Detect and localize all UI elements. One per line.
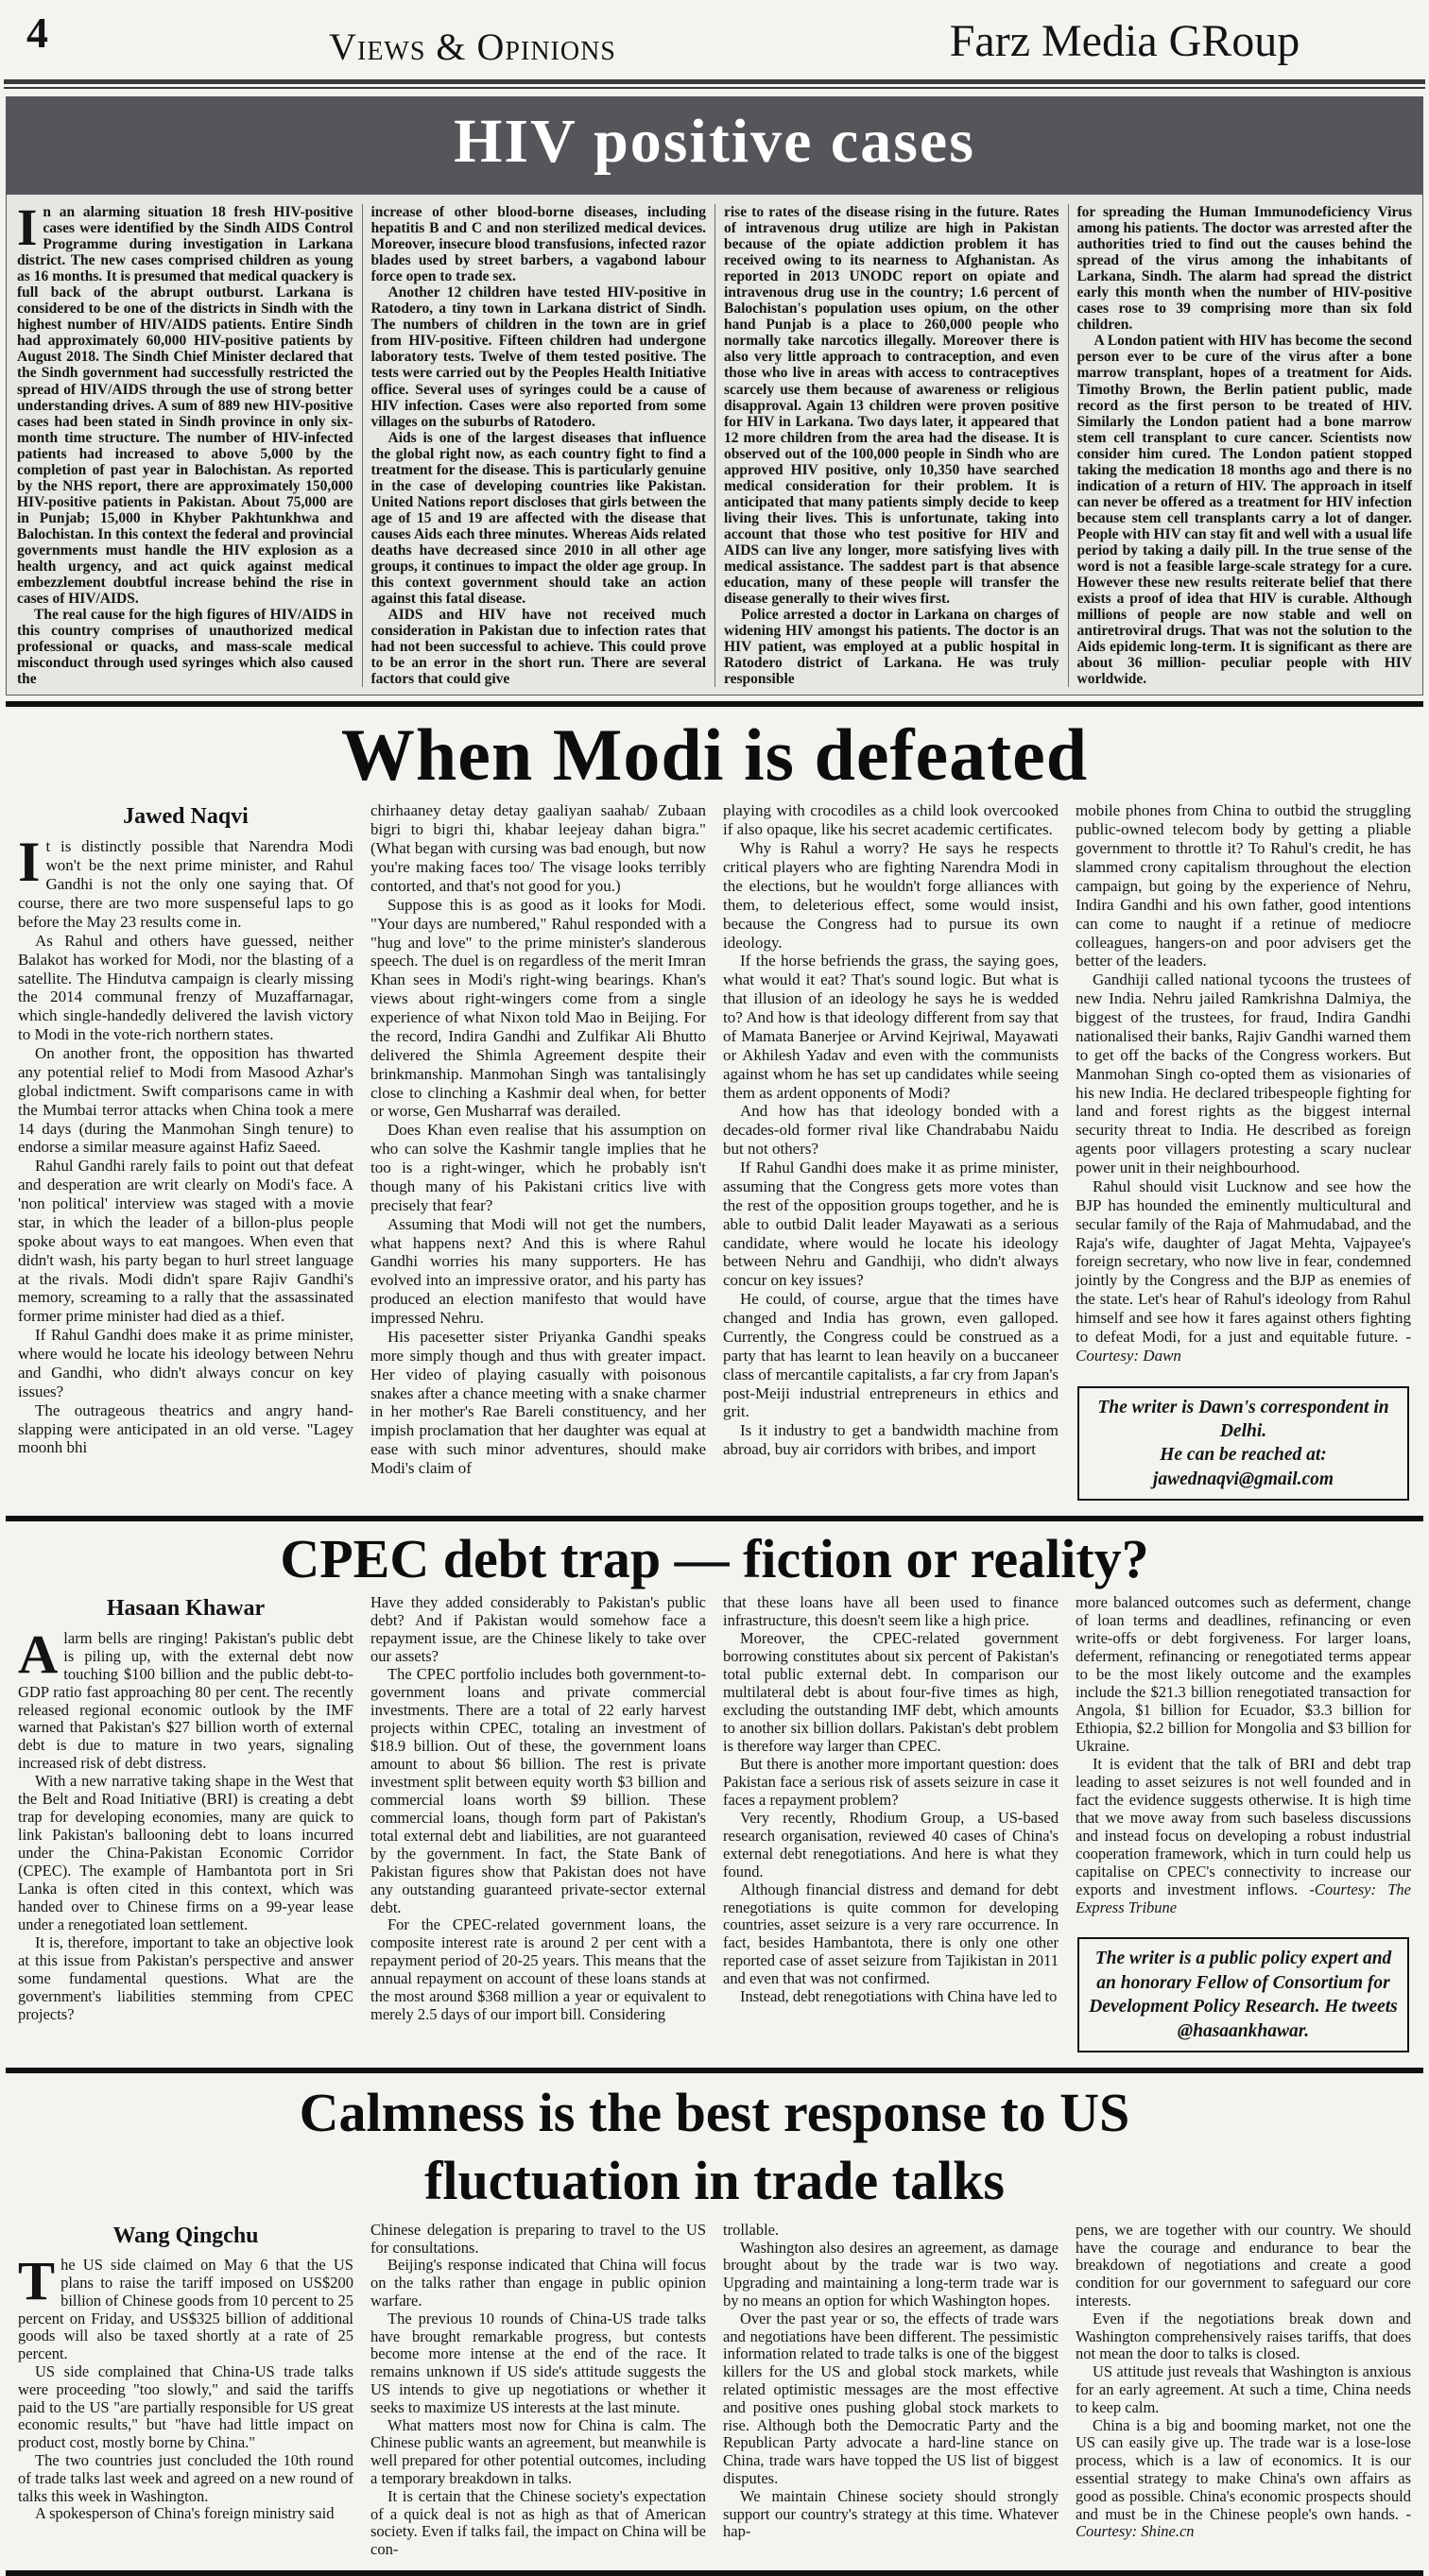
body-paragraph: Alarm bells are ringing! Pakistan's public debt is piling up, with the external debt now touching $100 billion and the public debt-to-GDP ratio fast approaching 80 per cent. The recently released regional economic outlook by the IMF warned that Pakistan's $27 billion worth of external debt is due to mature in two years, signaling increased risk of debt distress. bbox=[18, 1623, 353, 1773]
body-paragraph: increase of other blood-borne diseases, including hepatitis B and C and non sterilized medical devices. Moreover, insecure blood transfusions, infected razor blades used by street barbers, a vagabond labour force open to trade sex. bbox=[370, 204, 706, 285]
body-paragraph: If Rahul Gandhi does make it as prime minister, assuming that the Congress gets more votes than the rest of the opposition groups together, and he is able to outbid Dalit leader Mayawati as a serious candidate, where would he locate his ideology between Nehru and Gandhiji, who didn't always concur on key issues? bbox=[723, 1159, 1059, 1290]
body-paragraph: US side complained that China-US trade talks were proceeding "too slowly," and said the tariffs paid to the US "are partially responsible for US great economic results," but "have had little impact on product cost, mostly borne by China." bbox=[18, 2361, 353, 2452]
body-paragraph: It is, therefore, important to take an objective look at this issue from Pakistan's perspective and answer some fundamental questions. What are the government's liabilities stemming from CPEC projects? bbox=[18, 1933, 353, 2023]
trade-column-1-text bbox=[18, 2250, 353, 2523]
masthead bbox=[0, 0, 1429, 79]
body-paragraph: On another front, the opposition has thwarted any potential relief to Modi from Masood Azhar's global indictment. Swift comparisons came in with the Mumbai terror attacks when China took a mere 14 days (during the Manmohan Singh tenure) to endorse a similar measure against Hafiz Saeed. bbox=[18, 1044, 353, 1157]
modi-column-4 bbox=[1067, 801, 1420, 1504]
body-paragraph: His pacesetter sister Priyanka Gandhi speaks more simply though and thus with greater impact. Her video of playing casually with poisonous snakes after a chance meeting with a snake charmer in her mother's Rae Bareli constituency, and her impish proclamation that her daughter was equal at ease with such minor adventures, should make Modi's claim of bbox=[370, 1327, 706, 1478]
body-paragraph: playing with crocodiles as a child look overcooked if also opaque, like his secret academic certificates. bbox=[723, 801, 1059, 839]
body-paragraph: AIDS and HIV have not received much consideration in Pakistan due to infection rates that had not been successful to achieve. This could prove to be an error in the short run. There are several factors that could give bbox=[370, 607, 706, 688]
body-paragraph: Although financial distress and demand for debt renegotiations is quite common for developing countries, asset seizure is a very rare occurrence. In fact, besides Hambantota, there is only one other reported case of asset seizure from Tajikistan in 2011 and even that was not confirmed. bbox=[723, 1880, 1059, 1988]
cpec-tail-text: It is evident that the talk of BRI and debt trap leading to asset seizures is not well founded and in fact the evidence suggests otherwise. It is high time that we move away from such baseless discussions and instead focus on developing a robust industrial cooperation framework, which in turn could help us capitalise on CPEC's connectivity to increase our exports and investment inflows. bbox=[1076, 1754, 1411, 1898]
body-paragraph: Rahul Gandhi rarely fails to point out that defeat and desperation are writ clearly on Modi's face. A 'non political' interview was staged with a movie star, in which the leader of a billon-plus people spoke about ways to eat mangoes. When even that didn't wash, his party began to hurl street language at the rivals. Modi didn't spare Rajiv Gandhi's memory, screaming to a rally that the assassinated former prime minister had died as a thief. bbox=[18, 1157, 353, 1326]
modi-column-1 bbox=[9, 801, 362, 1504]
drop-cap: I bbox=[18, 831, 41, 895]
page-bottom-rule bbox=[6, 2570, 1423, 2576]
body-paragraph bbox=[1076, 2417, 1411, 2542]
body-paragraph: If Rahul Gandhi does make it as prime minister, where would he locate his ideology between Nehru and Gandhi, who didn't always concur on key issues? bbox=[18, 1326, 353, 1400]
body-paragraph: For the CPEC-related government loans, the composite interest rate is around 2 per cent with a repayment period of 20-25 years. This means that the annual repayment on account of these loans stands at the most around $368 million a year or equivalent to merely 2.5 days of our import bill. Considering bbox=[370, 1915, 706, 2024]
drop-cap: T bbox=[18, 2250, 56, 2312]
body-paragraph: It is distinctly possible that Narendra Modi won't be the next prime minister, and Rahul Gandhi is not the only one saying that. Of course, there are two more suspenseful laps to go before the May 23 results come in. bbox=[18, 831, 353, 931]
body-paragraph: Even if the negotiations break down and Washington comprehensively raises tariffs, that does not mean the door to talks is closed. bbox=[1076, 2309, 1411, 2363]
body-paragraph: The CPEC portfolio includes both government-to-government loans and private commercial investments. There are a total of 22 early harvest projects within CPEC, totaling an investment of $18.9 billion. Out of these, the government loans amount to about $6 billion. The rest is private investment split between equity worth $3 billion and commercial loans worth $9 billion. These commercial loans, though form part of Pakistan's total external debt and liabilities, are not guaranteed by the government. In fact, the State Bank of Pakistan figures show that Pakistan does not have any outstanding guaranteed private-sector external debt. bbox=[370, 1664, 706, 1916]
cpec-writer-text: The writer is a public policy expert and an honorary Fellow of Consortium for Development Policy Research. He tweets @hasaankhawar. bbox=[1089, 1949, 1398, 2041]
masthead-rule bbox=[4, 79, 1425, 89]
modi-article-body bbox=[0, 798, 1429, 1510]
body-paragraph: And how has that ideology bonded with a decades-old former rival like Chandrababu Naidu but not others? bbox=[723, 1102, 1059, 1159]
body-paragraph: Over the past year or so, the effects of trade wars and negotiations have been different. The pessimistic information related to trade talks is one of the biggest killers for the US and global stock markets, while related optimistic messages are the most effective and positive ones pushing global stock markets to rise. Although both the Democratic Party and the Republican Party advocate a hard-line stance on China, trade wars have topped the US list of biggest disputes. bbox=[723, 2309, 1059, 2487]
body-paragraph: As Rahul and others have guessed, neither Balakot has worked for Modi, nor the blasting of a satellite. The Hindutva campaign is clearly missing the 2014 communal frenzy of Muzaffarnagar, which single-handedly delivered the lavish victory to Modi in the vote-rich northern states. bbox=[18, 931, 353, 1044]
body-paragraph: But there is another more important question: does Pakistan face a serious risk of assets seizure in case it faces a repayment problem? bbox=[723, 1754, 1059, 1809]
modi-column-2 bbox=[362, 801, 714, 1504]
body-paragraph: Police arrested a doctor in Larkana on charges of widening HIV amongst his patients. The doctor is an HIV patient, was employed at a public hospital in Ratodero district of Larkana. He was truly responsible bbox=[724, 607, 1059, 688]
modi-writer-line-2: He can be reached at: jawednaqvi@gmail.com bbox=[1152, 1445, 1334, 1489]
body-paragraph: Washington also desires an agreement, as damage brought about by the trade war is two way. Upgrading and maintaining a long-term trade war is by no means an option for which Washington hopes. bbox=[723, 2238, 1059, 2310]
modi-tail-text: Rahul should visit Lucknow and see how the BJP has hounded the eminently multicultural and secular family of the Raja of Mahmudabad, and the Raja's wife, daughter of Jagat Mehta, Vajpayee's foreign secretary, who now live in fear, condemned jointly by the Congress and the BJP as enemies of the state. Let's hear of Rahul's ideology from Rahul himself and see how it fares against others fighting to defeat Modi, for a just and equitable future. bbox=[1076, 1176, 1411, 1346]
body-paragraph: chirhaaney detay detay gaaliyan saahab/ Zubaan bigri to bigri thi, khabar leejeay dahan bigra." (What began with cursing was bad enough, but now you're making faces too/ The visage looks terribly contorted, and that's not good for you.) bbox=[370, 801, 706, 895]
trade-column-3 bbox=[714, 2222, 1067, 2559]
trade-column-4 bbox=[1067, 2222, 1420, 2559]
body-paragraph: The real cause for the high figures of HIV/AIDS in this country comprises of unauthorized medical professional or quacks, and mass-scale medical misconduct through used syringes which also caused the bbox=[17, 607, 353, 688]
hiv-column-2 bbox=[362, 204, 715, 687]
modi-writer-box bbox=[1077, 1386, 1409, 1501]
cpec-writer-box bbox=[1077, 1937, 1409, 2052]
cpec-article-body bbox=[0, 1590, 1429, 2062]
cpec-column-1-text bbox=[18, 1623, 353, 2024]
cpec-column-4-text bbox=[1076, 1594, 1411, 1756]
modi-writer-line-1: The writer is Dawn's correspondent in Delhi. bbox=[1097, 1397, 1389, 1441]
drop-cap: I bbox=[17, 198, 38, 256]
hiv-column-3 bbox=[714, 204, 1068, 687]
body-paragraph: Have they added considerably to Pakistan's public debt? And if Pakistan would somehow face a repayment issue, are the Chinese likely to take over our assets? bbox=[370, 1593, 706, 1665]
article-cpec bbox=[0, 1527, 1429, 2062]
body-paragraph: mobile phones from China to outbid the struggling public-owned telecom body by getting a pliable government to throttle it? To Rahul's credit, he has slammed crony capitalism throughout the election campaign, but going by the experience of Nehru, Indira Gandhi and his own father, good intentions can come to naught if a retinue of mediocre colleagues, hangers-on and poor advisers get the better of the leaders. bbox=[1076, 801, 1411, 970]
cpec-byline: Hasaan Khawar bbox=[106, 1596, 266, 1622]
modi-byline: Jawed Naqvi bbox=[123, 804, 249, 830]
body-paragraph: The two countries just concluded the 10th round of trade talks last week and agreed on a new round of talks this week in Washington. bbox=[18, 2450, 353, 2505]
trade-byline: Wang Qingchu bbox=[112, 2223, 259, 2248]
modi-column-3 bbox=[714, 801, 1067, 1504]
body-paragraph: With a new narrative taking shape in the West that the Belt and Road Initiative (BRI) is creating a debt trap for developing economies, many are quick to link Pakistan's ballooning debt to loans incurred under the China-Pakistan Economic Corridor (CPEC). The example of Hambantota port in Sri Lanka is often cited in this context, which was handed over to Chinese firms on a 99-year lease under a renegotiated loan settlement. bbox=[18, 1772, 353, 1934]
cpec-courtesy-note: -Courtesy: The Express Tribune bbox=[1076, 1880, 1411, 1916]
body-paragraph: Beijing's response indicated that China will focus on the talks rather than engage in public opinion warfare. bbox=[370, 2256, 706, 2310]
cpec-column-2 bbox=[362, 1594, 714, 2056]
trade-column-4-text bbox=[1076, 2222, 1411, 2417]
body-paragraph: It is certain that the Chinese society's expectation of a quick deal is not as high as that of American society. Even if talks fail, the impact on China will be con- bbox=[370, 2486, 706, 2559]
cpec-column-4 bbox=[1067, 1594, 1420, 2056]
article-modi bbox=[0, 713, 1429, 1510]
body-paragraph: Chinese delegation is preparing to travel to the US for consultations. bbox=[370, 2220, 706, 2257]
modi-column-4-text bbox=[1076, 801, 1411, 1177]
body-paragraph: Does Khan even realise that his assumption on who can solve the Kashmir tangle implies that he too is a right-winger, which he probably isn't though many of his Pakistani critics live with precisely that fear? bbox=[370, 1121, 706, 1214]
body-paragraph: Moreover, the CPEC-related government borrowing constitutes about six percent of Pakistan's total public external debt. In comparison our multilateral debt is about four-five times as high, excluding the outstanding IMF debt, which amounts to another six billion dollars. Pakistan's debt problem is therefore way larger than CPEC. bbox=[723, 1628, 1059, 1755]
body-paragraph: Suppose this is as good as it looks for Modi. "Your days are numbered," Rahul responded with a "hug and love" to the prime minister's slanderous speech. The duel is on regardless of the merit Imran Khan sees in Modi's right-wing bearings. Khan's views about right-wingers come from a single experience of what Nixon told Mao in Beijing. For the record, Indira Gandhi and Zulfikar Ali Bhutto delivered the Shimla Agreement despite their brinkmanship. Manmohan Singh was tantalisingly close to clinching a Kashmir deal when, for better or worse, Gen Musharraf was derailed. bbox=[370, 895, 706, 1121]
body-paragraph: The previous 10 rounds of China-US trade talks have brought remarkable progress, but contests become more intense at the end of the race. It remains unknown if US side's attitude suggests the US intends to give up negotiations or whether it seeks to maximize US interests at the last minute. bbox=[370, 2309, 706, 2416]
body-paragraph: Assuming that Modi will not get the numbers, what happens next? And this is where Rahul Gandhi worries his many supporters. He has evolved into an impressive orator, and his party has produced an election manifesto that would have impressed Nehru. bbox=[370, 1214, 706, 1328]
body-paragraph: What matters most now for China is calm. The Chinese public wants an agreement, but meanwhile is well prepared for other potential outcomes, including a temporary breakdown in talks. bbox=[370, 2415, 706, 2487]
brand-title: Farz Media GRoup bbox=[949, 16, 1300, 66]
trade-article-body bbox=[0, 2218, 1429, 2565]
trade-tail-text: China is a big and booming market, not one the US can easily give up. The trade war is a lose-lose process, which is a law of economics. It is our essential strategy to make China's own affairs as good as possible. China's economic prospects should and must be in the Chinese people's own hands. bbox=[1076, 2415, 1411, 2523]
body-paragraph: more balanced outcomes such as deferment, change of loan terms and deadlines, refinancing or even write-offs or debt forgiveness. For larger loans, deferment, refinancing or renegotiated terms appear to be the most likely outcome and the examples include the $21.3 billion renegotiated transaction for Angola, $1 billion for Ecuador, $3.3 billion for Ethiopia, $2.2 billion for Mongolia and $3 billion for Ukraine. bbox=[1076, 1593, 1411, 1755]
drop-cap: A bbox=[18, 1623, 59, 1685]
body-paragraph: Why is Rahul a worry? He says he respects critical players who are fighting Narendra Modi in the elections, but he wouldn't forge alliances with them, to deleterious effect, some would insist, because the Congress had to pursue its own ideology. bbox=[723, 839, 1059, 952]
section-divider bbox=[6, 1516, 1423, 1521]
modi-article-headline: When Modi is defeated bbox=[340, 713, 1089, 797]
body-paragraph: Gandhiji called national tycoons the trustees of new India. Nehru jailed Ramkrishna Dalmiya, the biggest of the trustees, for fraud, Indira Gandhi nationalised their banks, Rajiv Gandhi warned them to get off the backs of the Congress workers. But Manmohan Singh co-opted them as visionaries of his new India. He declared tribespeople fighting for land and forest rights as the biggest internal security threat to India. He described as foreign agents poor villagers protesting a scary nuclear power unit in their neighbourhood. bbox=[1076, 970, 1411, 1177]
modi-courtesy-note: -Courtesy: Dawn bbox=[1076, 1327, 1411, 1365]
modi-column-1-text bbox=[18, 831, 353, 1457]
article-trade bbox=[0, 2079, 1429, 2565]
trade-article-headline: Calmness is the best response to US fluctuation in trade talks bbox=[299, 2081, 1130, 2212]
body-paragraph: for spreading the Human Immunodeficiency Virus among his patients. The doctor was arrested after the authorities tried to find out the causes behind the spread of the virus among the inhabitants of Larkana, Sindh. The alarm had spread the district early this month when the number of HIV-positive cases rose to 39 comprising more than six fold children. bbox=[1076, 204, 1412, 334]
body-paragraph bbox=[1076, 1177, 1411, 1365]
trade-courtesy-note: -Courtesy: Shine.cn bbox=[1076, 2504, 1412, 2541]
cpec-article-headline: CPEC debt trap — fiction or reality? bbox=[280, 1528, 1149, 1590]
body-paragraph: pens, we are together with our country. We should have the courage and endurance to bear the breakdown of negotiations and create a good condition for our government to safeguard our core interests. bbox=[1076, 2220, 1411, 2310]
article-hiv bbox=[0, 96, 1429, 696]
section-divider bbox=[6, 2068, 1423, 2073]
body-paragraph: that these loans have all been used to finance infrastructure, this doesn't seem like a high price. bbox=[723, 1593, 1059, 1629]
body-paragraph: In an alarming situation 18 fresh HIV-positive cases were identified by the Sindh AIDS Control Programme during investigation in Larkana district. The new cases comprised children as young as 16 months. It is presumed that medical quackery is full back of the abrupt outburst. Larkana is considered to be one of the districts in Sindh with the highest number of HIV/AIDS patients. Entire Sindh had approximately 60,000 HIV-positive patients by August 2018. The Sindh Chief Minister declared that the Sindh government had successfully restricted the spread of HIV/AIDS through the use of strong better understanding drives. A sum of 889 new HIV-positive cases had been stated in Sindh province in only six-month time structure. The number of HIV-infected patients had increased to above 5,000 by the completion of past year in Balochistan. As reported by the NHS report, there are approximately 150,000 HIV-positive patients in Pakistan. About 75,000 are in Punjab; 15,000 in Khyber Pakhtunkhwa and Balochistan. In this context the federal and provincial governments must handle the HIV explosion as a health urgency, and act quick against medical embezzlement doubtful increase behind the rise in cases of HIV/AIDS. bbox=[17, 198, 353, 608]
body-paragraph: Instead, debt renegotiations with China have led to bbox=[740, 1987, 1058, 2006]
trade-column-2 bbox=[362, 2222, 714, 2559]
body-paragraph bbox=[1076, 1756, 1411, 1917]
body-paragraph: Another 12 children have tested HIV-positive in Ratodero, a tiny town in Larkana district of Sindh. The numbers of children in the town are in grief from HIV-positive. Fifteen children had undergone laboratory tests. Twelve of them tested positive. The tests were carried out by the Peoples Health Initiative office. Several uses of syringes could be a cause of HIV infection. Cases were also reported from some villages on the suburbs of Ratodero. bbox=[370, 284, 706, 430]
cpec-column-1 bbox=[9, 1594, 362, 2056]
body-paragraph: Aids is one of the largest diseases that influence the global right now, as each country fight to find a treatment for the disease. This is particularly genuine in the case of developing countries like Pakistan. United Nations report discloses that girls between the age of 15 and 19 are affected with the disease that causes Aids each three minutes. Whereas Aids related deaths have decreased since 2010 in all other age groups, it continues to impact the older age group. In this context government should take an action against this fatal disease. bbox=[370, 429, 706, 608]
section-divider bbox=[6, 701, 1423, 707]
body-paragraph: trollable. bbox=[723, 2220, 780, 2239]
body-paragraph: The outrageous theatrics and angry hand-slapping were anticipated in an old verse. "Lagey moonh bhi bbox=[18, 1400, 353, 1457]
body-paragraph: A London patient with HIV has become the second person ever to be cure of the virus after a bone marrow transplant, hopes of a treatment for Aids. Timothy Brown, the Berlin patient public, made record as the first person to be treated of HIV. Similarly the London patient had a bone marrow stem cell transplant to cure cancer. Scientists now consider him cured. The London patient stopped taking the medication 18 months ago and there is no indication of a return of HIV. The approach in itself can never be offered as a treatment for HIV infection because stem cell transplants carry a lot of danger. People with HIV can stay fit and well with a usual life period by taking a daily pill. In the true sense of the word is not a feasible large-scale strategy for a cure. However these new results reiterate belief that there exists a proof of idea that HIV is curable. Although millions of people are now stable and well on antiretroviral drugs. That was not the solution to the Aids epidemic long-term. It is significant as there are about 36 million- peculiar people with HIV worldwide. bbox=[1076, 333, 1412, 688]
hiv-article-body bbox=[6, 195, 1423, 696]
trade-column-1 bbox=[9, 2222, 362, 2559]
body-paragraph: A spokesperson of China's foreign ministry said bbox=[35, 2504, 335, 2523]
hiv-column-1 bbox=[9, 198, 362, 688]
body-paragraph: Very recently, Rhodium Group, a US-based research organisation, reviewed 40 cases of China's external debt renegotiations. And here is what they found. bbox=[723, 1808, 1059, 1880]
body-paragraph: US attitude just reveals that Washington is anxious for an early agreement. At such a time, China needs to keep calm. bbox=[1076, 2362, 1411, 2416]
body-paragraph: We maintain Chinese society should strongly support our country's strategy at this time. Whatever hap- bbox=[723, 2486, 1059, 2541]
body-paragraph: Is it industry to get a bandwidth machine from abroad, buy air corridors with bribes, and import bbox=[723, 1421, 1059, 1459]
hiv-column-4 bbox=[1068, 204, 1421, 687]
body-paragraph: He could, of course, argue that the times have changed and India has grown, even galloped. Currently, the Congress could be construed as a party that has learnt to lean heavily on a buccaneer class of mercantile capitalists, a far cry from Japan's post-Meiji industrial entrepreneurs in ethics and grit. bbox=[723, 1290, 1059, 1421]
page-number: 4 bbox=[26, 9, 48, 57]
hiv-article-headline: HIV positive cases bbox=[6, 96, 1423, 195]
body-paragraph: If the horse befriends the grass, the saying goes, what would it eat? That's sound logic. But what is that illusion of an ideology he says he is wedded to? And how is that ideology different from say that of Mamata Banerjee or Arvind Kejriwal, Mayawati or Akhilesh Yadav and even with the communists against whom he has set up candidates while seeing them as ardent opponents of Modi? bbox=[723, 952, 1059, 1102]
cpec-column-3 bbox=[714, 1594, 1067, 2056]
section-title: Views & Opinions bbox=[329, 26, 616, 68]
body-paragraph: rise to rates of the disease rising in the future. Rates of intravenous drug utilize are high in Pakistan because of the opiate addiction problem it has received owing to its nearness to Afghanistan. As reported in 2013 UNODC report on opiate and intravenous drug use in the country; 1.6 percent of Balochistan's population uses opium, on the other hand Punjab is a place to 260,000 people who normally take narcotics illegally. Moreover there is also very little approach to contraception, and even those who live in areas with access to contraceptives scarcely use them because of awareness or religious disapproval. Again 13 children were proven positive for HIV in Larkana. Two days later, it appeared that 12 more children from the area had the disease. It is observed out of the 100,000 people in Sindh who are approved HIV positive, only 10,350 have searched medical consideration for their problem. It is anticipated that many patients simply decide to keep living their lives. This is unfortunate, taking into account that those who test positive for HIV and AIDS can live any longer, more satisfying lives with medical assistance. The saddest part is that absence education, many of these people will transfer the disease generally to their wives first. bbox=[724, 204, 1059, 608]
body-paragraph: The US side claimed on May 6 that the US plans to raise the tariff imposed on US$200 billion of Chinese goods from 10 percent to 25 percent on Friday, and US$325 billion of additional goods will also be taxed shortly at a rate of 25 percent. bbox=[18, 2250, 353, 2363]
